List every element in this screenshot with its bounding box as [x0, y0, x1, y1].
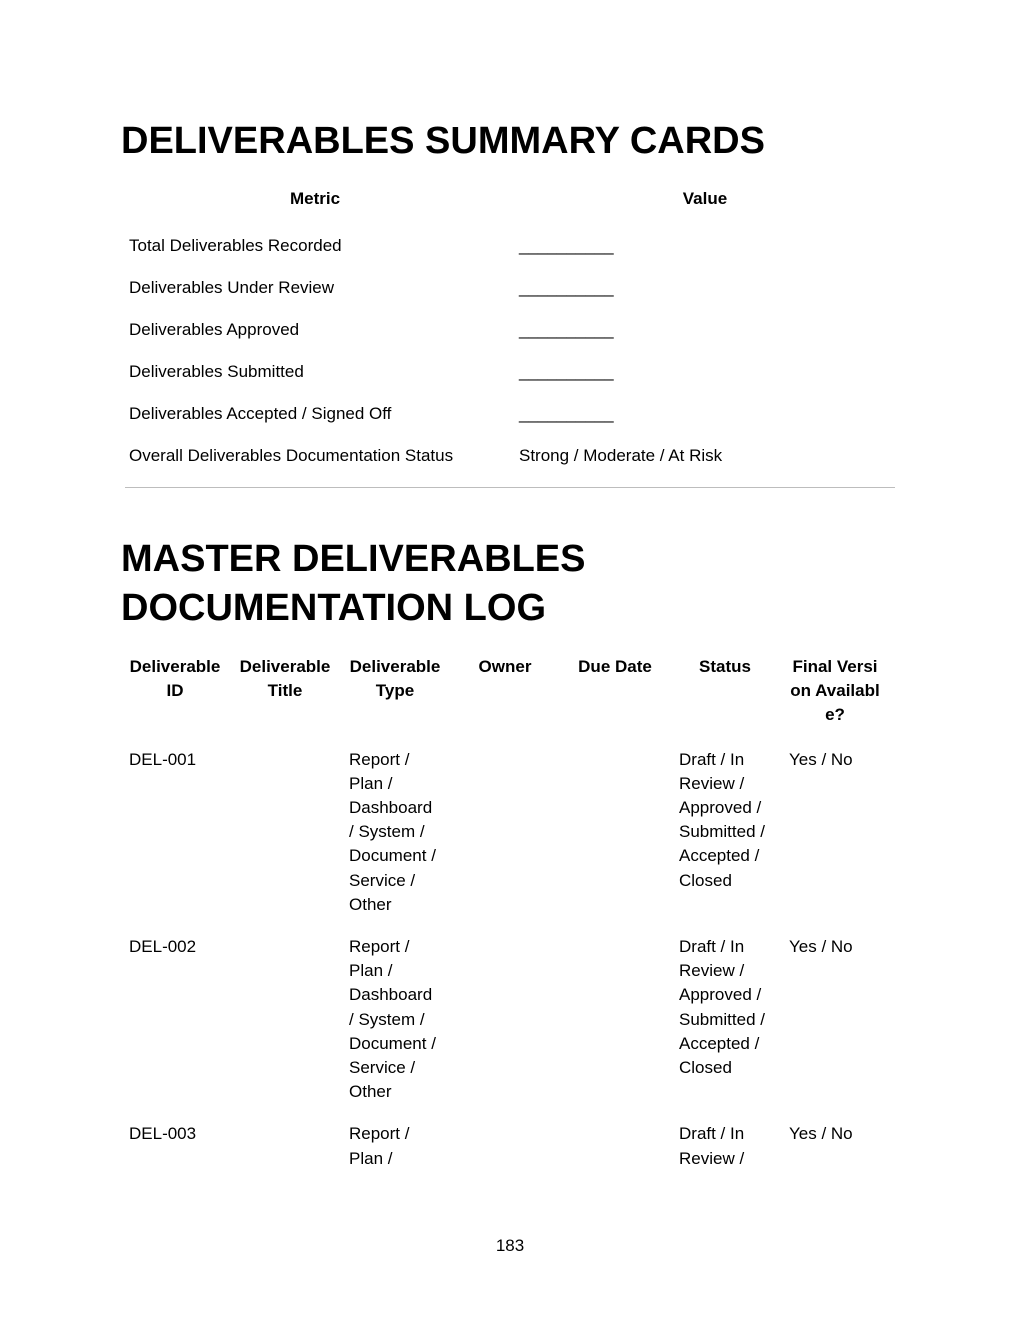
due-date-cell: [560, 748, 670, 935]
deliverable-type-cell: Report / Plan / Dashboard / System / Document / Service / Other: [349, 749, 436, 914]
value-cell: __________: [519, 278, 614, 297]
value-column-header: Value: [682, 189, 728, 208]
log-section-title: MASTER DELIVERABLES DOCUMENTATION LOG: [121, 538, 586, 629]
due-date-cell: [560, 1122, 670, 1188]
table-row: [120, 225, 900, 267]
status-cell: Draft / In Review /: [679, 1124, 745, 1168]
table-row: [120, 351, 900, 393]
deliverable-title-cell: [230, 935, 340, 1122]
deliverable-type-column-header: Deliverable Type: [349, 657, 441, 701]
metric-cell: Overall Deliverables Documentation Status: [129, 446, 454, 465]
section-divider: [125, 487, 895, 488]
final-version-column-header: Final Version Available?: [790, 657, 880, 725]
status-cell: Draft / In Review / Approved / Submitted / Accepted / Closed: [679, 749, 765, 890]
log-table-header-row: [120, 655, 890, 748]
metric-cell: Deliverables Under Review: [129, 278, 335, 297]
value-cell: __________: [519, 320, 614, 339]
table-row: [120, 309, 900, 351]
deliverable-id-cell: DEL-002: [129, 937, 197, 957]
deliverable-title-column-header: Deliverable Title: [239, 657, 331, 701]
status-cell: Draft / In Review / Approved / Submitted / Accepted / Closed: [679, 937, 765, 1078]
value-cell: __________: [519, 236, 614, 255]
deliverable-id-cell: DEL-001: [129, 749, 197, 769]
final-version-cell: Yes / No: [789, 749, 853, 769]
deliverable-title-cell: [230, 1122, 340, 1188]
table-row: [120, 935, 890, 1122]
due-date-cell: [560, 935, 670, 1122]
final-version-cell: Yes / No: [789, 1124, 853, 1144]
table-row: [120, 1122, 890, 1188]
metric-column-header: Metric: [289, 189, 341, 208]
page-number: 183: [495, 1236, 525, 1255]
table-row: [120, 393, 900, 435]
summary-section-title: DELIVERABLES SUMMARY CARDS: [121, 120, 765, 162]
deliverables-log-table: [120, 655, 890, 1189]
deliverable-id-column-header: Deliverable ID: [129, 657, 221, 701]
table-row: [120, 748, 890, 935]
table-row: [120, 267, 900, 309]
value-cell: Strong / Moderate / At Risk: [519, 446, 723, 465]
owner-cell: [450, 1122, 560, 1188]
owner-cell: [450, 748, 560, 935]
metric-cell: Deliverables Submitted: [129, 362, 304, 381]
value-cell: __________: [519, 362, 614, 381]
summary-table-header-row: [120, 182, 900, 225]
metric-cell: Deliverables Approved: [129, 320, 300, 339]
metric-cell: Total Deliverables Recorded: [129, 236, 342, 255]
status-column-header: Status: [699, 657, 751, 676]
table-row: [120, 435, 900, 477]
deliverable-type-cell: Report / Plan /: [349, 1124, 410, 1168]
deliverable-title-cell: [230, 748, 340, 935]
final-version-cell: Yes / No: [789, 937, 853, 957]
deliverable-type-cell: Report / Plan / Dashboard / System / Document / Service / Other: [349, 937, 436, 1102]
summary-table: [120, 182, 900, 477]
deliverable-id-cell: DEL-003: [129, 1124, 197, 1144]
value-cell: __________: [519, 404, 614, 423]
owner-cell: [450, 935, 560, 1122]
metric-cell: Deliverables Accepted / Signed Off: [129, 404, 392, 423]
due-date-column-header: Due Date: [578, 657, 652, 676]
owner-column-header: Owner: [478, 657, 532, 676]
